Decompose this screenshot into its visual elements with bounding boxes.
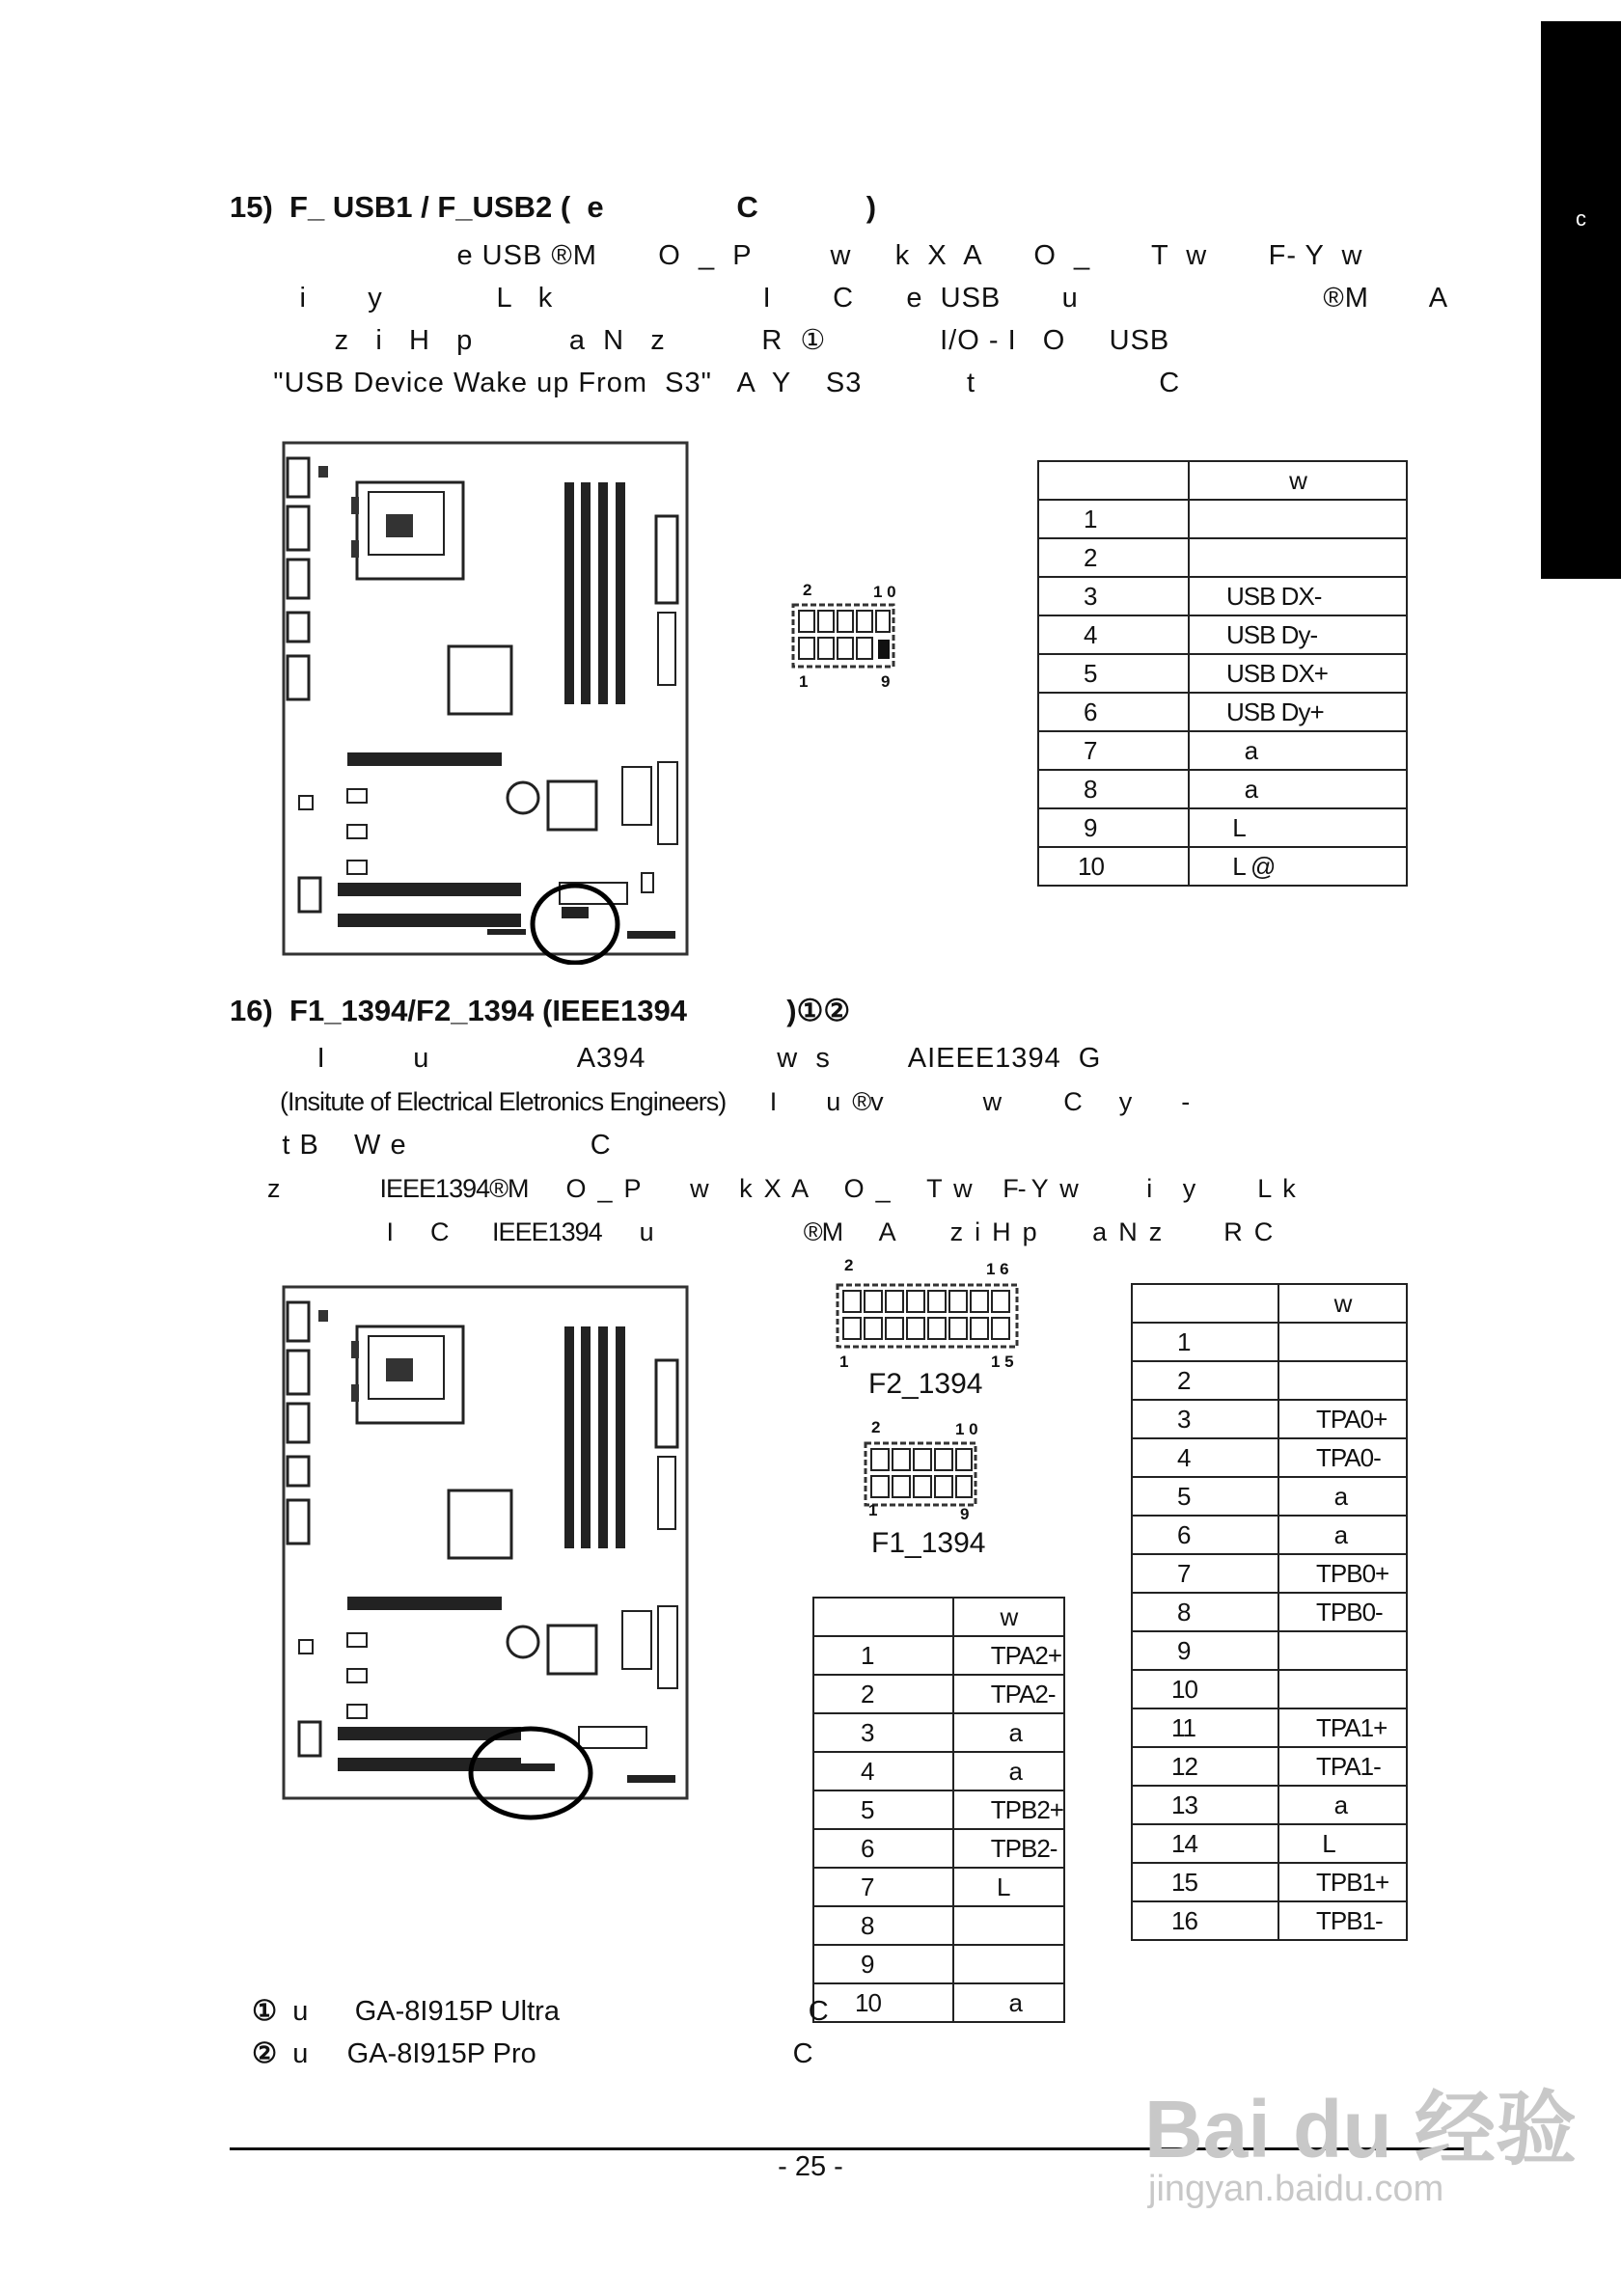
table-row bbox=[1132, 1323, 1407, 1361]
footnote-2 bbox=[236, 2005, 813, 2070]
pin-number: 14 bbox=[1132, 1824, 1278, 1863]
section16-line-2: (Insitute of Electrical Eletronics Engineers) I u ®v w C y - bbox=[230, 1087, 1190, 1116]
table-row bbox=[1132, 1631, 1407, 1670]
table-row bbox=[1038, 577, 1407, 615]
table-row bbox=[813, 1829, 1064, 1868]
table-row bbox=[1132, 1438, 1407, 1477]
f2-pin-label-bottom-right: 1 5 bbox=[991, 1353, 1014, 1371]
pin-definition: USB DX+ bbox=[1189, 654, 1407, 693]
pin-number: 7 bbox=[1038, 731, 1189, 770]
f2-pin-label-top-right: 1 6 bbox=[986, 1260, 1009, 1278]
f2-pin-label-top-left: 2 bbox=[844, 1256, 854, 1274]
table-row bbox=[1038, 693, 1407, 731]
pin-definition bbox=[953, 1945, 1064, 1983]
table-row bbox=[813, 1752, 1064, 1790]
pin-number: 5 bbox=[813, 1790, 953, 1829]
pin-definition bbox=[1278, 1631, 1407, 1670]
table-row bbox=[1132, 1670, 1407, 1708]
page-number: - 25 - bbox=[778, 2151, 843, 2182]
pin-definition: TPB1- bbox=[1278, 1901, 1407, 1940]
section15-heading: 15) F_ USB1 / F_USB2 ( e C ) bbox=[230, 190, 877, 224]
f1-1394-label: F1_1394 bbox=[871, 1527, 986, 1559]
table-row bbox=[1132, 1901, 1407, 1940]
table-row bbox=[1038, 654, 1407, 693]
pin-definition: TPA2- bbox=[953, 1675, 1064, 1713]
section16-line-1: I u A394 w s AIEEE1394 G bbox=[230, 1043, 1102, 1074]
f2-pin-label-bottom-left: 1 bbox=[839, 1353, 849, 1371]
table-row bbox=[1132, 1554, 1407, 1593]
pin-number: 9 bbox=[1038, 808, 1189, 847]
table-row bbox=[1132, 1824, 1407, 1863]
pin-definition: TPA2+ bbox=[953, 1636, 1064, 1675]
section16-line-3: t B W e C bbox=[230, 1130, 612, 1161]
header-definition: w bbox=[953, 1598, 1064, 1636]
pin-definition: a bbox=[953, 1713, 1064, 1752]
header-pin-no bbox=[1132, 1284, 1278, 1323]
usb-header-connector-icon bbox=[791, 603, 897, 670]
pin-number: 11 bbox=[1132, 1708, 1278, 1747]
footnote-mark-2: ② bbox=[252, 2038, 278, 2069]
pin-definition bbox=[953, 1906, 1064, 1945]
pin-number: 7 bbox=[813, 1868, 953, 1906]
pin-definition: L @ bbox=[1189, 847, 1407, 886]
usb-pin-label-top-left: 2 bbox=[803, 581, 812, 599]
table-row bbox=[813, 1675, 1064, 1713]
pin-definition: USB DX- bbox=[1189, 577, 1407, 615]
pin-number: 10 bbox=[813, 1983, 953, 2022]
table-row bbox=[813, 1906, 1064, 1945]
table-row bbox=[1132, 1747, 1407, 1786]
table-row bbox=[1132, 1400, 1407, 1438]
pin-definition: USB Dy- bbox=[1189, 615, 1407, 654]
pin-number: 2 bbox=[1038, 538, 1189, 577]
f2-1394-connector-icon bbox=[836, 1283, 1019, 1351]
f1-pin-label-top-left: 2 bbox=[871, 1418, 881, 1436]
table-row bbox=[1038, 731, 1407, 770]
f1-pin-label-top-right: 1 0 bbox=[955, 1420, 978, 1438]
f1-pin-label-bottom-right: 9 bbox=[960, 1505, 970, 1523]
header-definition: w bbox=[1189, 461, 1407, 500]
pin-definition: L bbox=[1278, 1824, 1407, 1863]
table-header-row bbox=[1038, 461, 1407, 500]
table-row bbox=[1132, 1593, 1407, 1631]
pin-number: 15 bbox=[1132, 1863, 1278, 1901]
pin-number: 12 bbox=[1132, 1747, 1278, 1786]
usb-pin-table bbox=[1037, 460, 1408, 887]
pin-definition: a bbox=[953, 1752, 1064, 1790]
table-row bbox=[1038, 615, 1407, 654]
pin-number: 5 bbox=[1132, 1477, 1278, 1516]
pin-number: 6 bbox=[813, 1829, 953, 1868]
table-row bbox=[1038, 808, 1407, 847]
table-row bbox=[813, 1945, 1064, 1983]
pin-definition: a bbox=[1189, 770, 1407, 808]
section16-line-4: z IEEE1394®M O _ P w k X A O _ T w F- Y w i y L k bbox=[230, 1174, 1295, 1203]
usb-pin-label-top-right: 1 0 bbox=[873, 583, 896, 601]
table-row bbox=[1038, 847, 1407, 886]
pin-number: 4 bbox=[813, 1752, 953, 1790]
pin-number: 7 bbox=[1132, 1554, 1278, 1593]
motherboard-diagram-usb bbox=[280, 439, 695, 965]
section16-line-5: I C IEEE1394 u ®M A z i H p a N z R C bbox=[230, 1217, 1273, 1246]
pin-definition: a bbox=[1189, 731, 1407, 770]
f1-1394-pin-table bbox=[812, 1597, 1065, 2023]
pin-number: 6 bbox=[1132, 1516, 1278, 1554]
pin-definition: TPA0+ bbox=[1278, 1400, 1407, 1438]
pin-number: 4 bbox=[1038, 615, 1189, 654]
table-row bbox=[1132, 1708, 1407, 1747]
pin-number: 10 bbox=[1132, 1670, 1278, 1708]
pin-number: 13 bbox=[1132, 1786, 1278, 1824]
section15-line-2: i y L k I C e USB u ®M A bbox=[230, 283, 1449, 314]
pin-number: 9 bbox=[813, 1945, 953, 1983]
pin-definition: TPA1+ bbox=[1278, 1708, 1407, 1747]
pin-definition: TPB2+ bbox=[953, 1790, 1064, 1829]
section15-line-1: e USB ®M O _ P w k X A O _ T w F- Y w bbox=[230, 240, 1363, 271]
pin-definition: L bbox=[1189, 808, 1407, 847]
chapter-side-tab bbox=[1541, 21, 1621, 579]
f1-pin-label-bottom-left: 1 bbox=[868, 1501, 878, 1519]
pin-definition bbox=[1278, 1361, 1407, 1400]
table-row bbox=[1038, 770, 1407, 808]
table-row bbox=[1132, 1786, 1407, 1824]
f2-1394-pin-table bbox=[1131, 1283, 1408, 1941]
pin-definition: L bbox=[953, 1868, 1064, 1906]
table-row bbox=[1038, 500, 1407, 538]
pin-number: 1 bbox=[1132, 1323, 1278, 1361]
table-row bbox=[813, 1983, 1064, 2022]
pin-definition: a bbox=[1278, 1477, 1407, 1516]
f1-1394-connector-icon bbox=[864, 1441, 979, 1509]
pin-definition: a bbox=[1278, 1786, 1407, 1824]
pin-definition: TPA1- bbox=[1278, 1747, 1407, 1786]
pin-definition bbox=[1278, 1670, 1407, 1708]
pin-definition: a bbox=[1278, 1516, 1407, 1554]
footnote-text-1: u GA-8I915P Ultra C bbox=[277, 1996, 829, 2027]
table-row bbox=[813, 1868, 1064, 1906]
table-row bbox=[1132, 1477, 1407, 1516]
header-pin-no bbox=[1038, 461, 1189, 500]
table-header-row bbox=[1132, 1284, 1407, 1323]
pin-number: 4 bbox=[1132, 1438, 1278, 1477]
pin-number: 6 bbox=[1038, 693, 1189, 731]
table-row bbox=[813, 1790, 1064, 1829]
pin-number: 1 bbox=[813, 1636, 953, 1675]
header-definition: w bbox=[1278, 1284, 1407, 1323]
table-row bbox=[1132, 1863, 1407, 1901]
pin-definition: USB Dy+ bbox=[1189, 693, 1407, 731]
motherboard-diagram-1394 bbox=[280, 1283, 695, 1823]
table-row bbox=[813, 1713, 1064, 1752]
pin-number: 1 bbox=[1038, 500, 1189, 538]
pin-number: 5 bbox=[1038, 654, 1189, 693]
pin-number: 16 bbox=[1132, 1901, 1278, 1940]
pin-number: 3 bbox=[1132, 1400, 1278, 1438]
baidu-watermark-url: jingyan.baidu.com bbox=[1148, 2169, 1444, 2209]
table-row bbox=[813, 1636, 1064, 1675]
section16-heading: 16) F1_1394/F2_1394 (IEEE1394 )①② bbox=[230, 994, 851, 1027]
pin-definition bbox=[1189, 538, 1407, 577]
table-row bbox=[1132, 1516, 1407, 1554]
table-row bbox=[1132, 1361, 1407, 1400]
footnote-text-2: u GA-8I915P Pro C bbox=[277, 2038, 813, 2069]
pin-definition bbox=[1278, 1323, 1407, 1361]
footnote-mark-1: ① bbox=[252, 1996, 278, 2027]
pin-definition: TPB0+ bbox=[1278, 1554, 1407, 1593]
pin-definition: a bbox=[953, 1983, 1064, 2022]
table-header-row bbox=[813, 1598, 1064, 1636]
pin-number: 3 bbox=[813, 1713, 953, 1752]
pin-definition: TPB0- bbox=[1278, 1593, 1407, 1631]
usb-pin-label-bottom-left: 1 bbox=[799, 672, 809, 691]
pin-number: 8 bbox=[813, 1906, 953, 1945]
baidu-watermark: Bai du 经验 bbox=[1144, 2084, 1578, 2174]
pin-number: 10 bbox=[1038, 847, 1189, 886]
f2-1394-label: F2_1394 bbox=[868, 1368, 983, 1400]
table-row bbox=[1038, 538, 1407, 577]
pin-number: 8 bbox=[1132, 1593, 1278, 1631]
pin-definition bbox=[1189, 500, 1407, 538]
pin-number: 8 bbox=[1038, 770, 1189, 808]
pin-definition: TPA0- bbox=[1278, 1438, 1407, 1477]
usb-pin-label-bottom-right: 9 bbox=[881, 672, 891, 691]
pin-number: 2 bbox=[1132, 1361, 1278, 1400]
chapter-letter: c bbox=[1576, 206, 1586, 231]
pin-number: 9 bbox=[1132, 1631, 1278, 1670]
pin-definition: TPB1+ bbox=[1278, 1863, 1407, 1901]
pin-definition: TPB2- bbox=[953, 1829, 1064, 1868]
header-pin-no bbox=[813, 1598, 953, 1636]
pin-number: 3 bbox=[1038, 577, 1189, 615]
section15-line-4: "USB Device Wake up From S3" A Y S3 t C bbox=[230, 368, 1181, 398]
pin-number: 2 bbox=[813, 1675, 953, 1713]
section15-line-3: z i H p a N z R ① I/O - I O USB bbox=[230, 325, 1170, 356]
